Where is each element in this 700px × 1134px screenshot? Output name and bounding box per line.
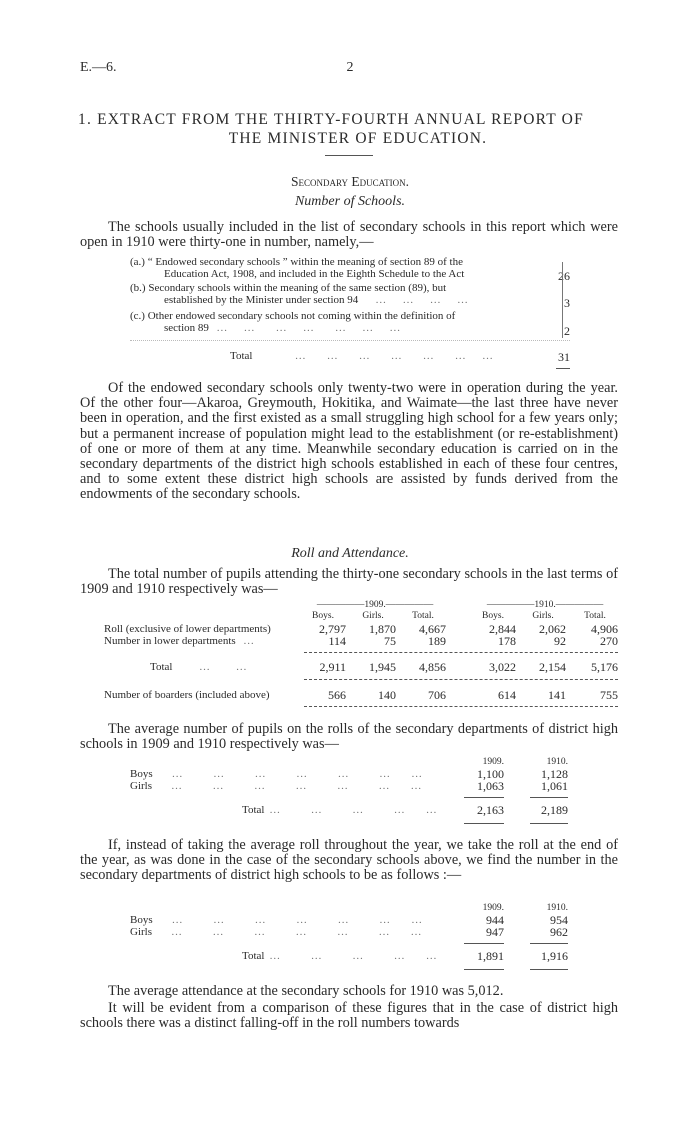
table1-year-1909: —————1909.————— [316, 600, 434, 610]
paragraph-average-attendance: The average attendance at the secondary schools for 1910 was 5,012. [108, 983, 504, 999]
table1-boarders-cell: 706 [428, 688, 446, 702]
table1-cell: 75 [384, 634, 396, 648]
table1-boarders-cell: 141 [548, 688, 566, 702]
table1-cell: 1,870 [369, 622, 396, 636]
page-header-code: E.—6. [80, 60, 117, 75]
paragraph-intro: The schools usually included in the list of secondary schools in this report which were open in 1910 were thirty-one in number, namely,— [80, 219, 618, 251]
table1-total-label: Total … … [150, 661, 249, 673]
list-total-dots: … … … … … … … [290, 350, 495, 362]
table3-col-1910: 1910. [546, 903, 568, 913]
table2-rule [464, 823, 504, 824]
table3-total-cell: 1,916 [541, 949, 568, 963]
table1-boarders-cell: 755 [600, 688, 618, 702]
list-value-c: 2 [564, 324, 570, 338]
table1-col-boys-1910: Boys. [482, 611, 504, 621]
title-line-1: 1. EXTRACT FROM THE THIRTY-FOURTH ANNUAL REPORT OF [78, 111, 584, 128]
table3-row-label: Boys … … … … … … … [130, 914, 425, 926]
table3-cell: 954 [550, 913, 568, 927]
table3-cell: 962 [550, 925, 568, 939]
table3-col-1909: 1909. [482, 903, 504, 913]
table1-cell: 92 [554, 634, 566, 648]
table2-col-1909: 1909. [482, 757, 504, 767]
table1-total-cell: 4,856 [419, 660, 446, 674]
table2-rule [464, 797, 504, 798]
list-value-a: 26 [558, 269, 570, 283]
table1-cell: 114 [328, 634, 346, 648]
list-column-rule [562, 262, 563, 338]
table1-total-cell: 1,945 [369, 660, 396, 674]
list-item-a: (a.) “ Endowed secondary schools ” within the meaning of section 89 of the Education Act, 1908, and included in the Eighth Schedule to the Act [130, 256, 465, 280]
table1-boarders-cell: 614 [498, 688, 516, 702]
table2-total-cell: 2,189 [541, 803, 568, 817]
page-number: 2 [346, 60, 354, 75]
list-total-label: Total [230, 350, 253, 362]
table1-year-1910: —————1910.————— [486, 600, 604, 610]
title-line-2: THE MINISTER OF EDUCATION. [228, 130, 488, 147]
table1-cell: 2,062 [539, 622, 566, 636]
table1-col-total-1910: Total. [584, 611, 606, 621]
list-dotted-separator [130, 340, 570, 341]
table2-total-cell: 2,163 [477, 803, 504, 817]
table1-total-cell: 2,154 [539, 660, 566, 674]
table2-total-label: Total … … … … … [242, 804, 439, 816]
paragraph-average-rolls: The average number of pupils on the rolls of the secondary departments of district high schools in 1909 and 1910 respectively was— [80, 721, 618, 753]
table3-row-label: Girls … … … … … … … [130, 926, 424, 938]
table2-rule [530, 797, 568, 798]
table3-cell: 944 [486, 913, 504, 927]
table2-cell: 1,063 [477, 779, 504, 793]
table2-cell: 1,100 [477, 767, 504, 781]
table2-cell: 1,061 [541, 779, 568, 793]
table3-cell: 947 [486, 925, 504, 939]
table1-boarders-cell: 140 [378, 688, 396, 702]
table3-total-label: Total … … … … … [242, 950, 439, 962]
table1-col-boys-1909: Boys. [312, 611, 334, 621]
table3-total-cell: 1,891 [477, 949, 504, 963]
list-total-value: 31 [558, 350, 570, 364]
paragraph-end-of-year-roll: If, instead of taking the average roll throughout the year, we take the roll at the end of the year, as was done in the case of the secondary schools above, we find the number in the secondary departments of district high schools to be as follows :— [80, 837, 618, 884]
table1-cell: 270 [600, 634, 618, 648]
table1-cell: 4,906 [591, 622, 618, 636]
list-item-b: (b.) Secondary schools within the meaning of the same section (89), but established by the Minister under section 94 … … … … [130, 282, 471, 306]
table1-rule-middle [304, 679, 618, 680]
table2-row-label: Boys … … … … … … … [130, 768, 425, 780]
list-value-b: 3 [564, 296, 570, 310]
paragraph-total-pupils: The total number of pupils attending the thirty-one secondary schools in the last terms of 1909 and 1910 respectively was— [80, 566, 618, 598]
table1-rule-upper [304, 652, 618, 653]
table1-total-cell: 5,176 [591, 660, 618, 674]
section-heading: Secondary Education. [290, 174, 409, 189]
table3-rule [530, 943, 568, 944]
table3-rule [464, 969, 504, 970]
table1-cell: 2,844 [489, 622, 516, 636]
page-title [78, 110, 638, 148]
table1-row-label: Roll (exclusive of lower departments) [104, 623, 271, 635]
table1-total-cell: 2,911 [319, 660, 346, 674]
table1-boarders-cell: 566 [328, 688, 346, 702]
table3-rule [464, 943, 504, 944]
subheading-roll-attendance: Roll and Attendance. [291, 546, 409, 561]
table1-cell: 2,797 [319, 622, 346, 636]
table2-col-1910: 1910. [546, 757, 568, 767]
list-item-c: (c.) Other endowed secondary schools not coming within the definition of section 89 … … … … … … … [130, 310, 456, 334]
table2-cell: 1,128 [541, 767, 568, 781]
table1-cell: 178 [498, 634, 516, 648]
paragraph-endowed-schools: Of the endowed secondary schools only twenty-two were in operation during the year. Of the other four—Akaroa, Greymouth, Hokitika, and Waimate—the last three have never been in operation, and the first existed as a small struggling high school for a few years only; but a permanent increase of population might lead to the establishment (or re-establishment) of one or more of them at any time. Meanwhile secondary education is carried on in the secondary departments of the district high schools established in each of these four centres, and to some extent these district high schools are assisted by funds derived from the endowments of the secondary schools. [80, 380, 618, 503]
title-divider [325, 155, 373, 156]
table1-col-total-1909: Total. [412, 611, 434, 621]
paragraph-comparison: It will be evident from a comparison of these figures that in the case of district high schools there was a distinct falling-off in the roll numbers towards [80, 1000, 618, 1032]
table1-cell: 189 [428, 634, 446, 648]
list-total-underline [556, 368, 570, 369]
table1-col-girls-1909: Girls. [362, 611, 384, 621]
table1-row-label: Number in lower departments … [104, 635, 257, 647]
table2-rule [530, 823, 568, 824]
subheading-number-of-schools: Number of Schools. [294, 194, 406, 209]
table2-row-label: Girls … … … … … … … [130, 780, 424, 792]
table1-col-girls-1910: Girls. [532, 611, 554, 621]
table1-cell: 4,667 [419, 622, 446, 636]
table3-rule [530, 969, 568, 970]
table1-total-cell: 3,022 [489, 660, 516, 674]
table1-rule-lower [304, 706, 618, 707]
table1-boarders-label: Number of boarders (included above) [104, 689, 270, 701]
